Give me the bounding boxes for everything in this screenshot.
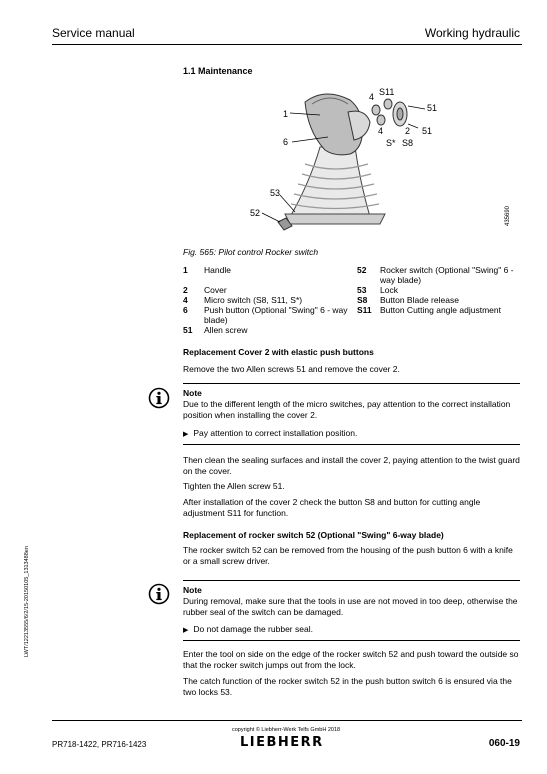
legend-num: 6 (183, 305, 188, 315)
replacement-cover-heading: Replacement Cover 2 with elastic push buttons (183, 347, 374, 357)
note1-action (183, 428, 520, 440)
fig-label-1: 1 (283, 109, 289, 119)
legend-left (183, 265, 353, 335)
legend-num: 52 (357, 265, 367, 275)
fig-label-s-star: S* (386, 138, 396, 148)
fig-label-51-top: 51 (427, 103, 438, 113)
figure (250, 82, 520, 242)
legend-num: 4 (183, 295, 188, 305)
note1-top-rule (183, 383, 520, 384)
fig-label-s11: S11 (379, 87, 395, 97)
note1-action-text: Pay attention to correct installation position. (193, 428, 358, 438)
replacement-rocker-heading: Replacement of rocker switch 52 (Optional "Swing" 6-way blade) (183, 530, 444, 540)
fig-label-51-bottom: 51 (422, 126, 433, 136)
legend-row (183, 325, 353, 335)
fig-label-s8: S8 (402, 138, 414, 148)
note1-text: Due to the different length of the micro switches, pay attention to the correct installation position when installing the cover 2. (183, 399, 511, 420)
side-margin-text: LWT/12213555/6/2/15-20150105_1313488en (24, 546, 30, 657)
section-title: 1.1 Maintenance (183, 66, 253, 76)
legend-row (183, 295, 353, 305)
footer-copyright: copyright © Liebherr-Werk Telfs GmbH 2018 (232, 727, 341, 733)
legend-row (357, 265, 521, 285)
page-number: 060-19 (488, 738, 520, 749)
fig-label-4-top: 4 (369, 92, 375, 102)
legend-num: S11 (357, 305, 372, 315)
note2-action-text: Do not damage the rubber seal. (193, 624, 313, 634)
paragraph: Enter the tool on side on the edge of the rocker switch 52 and push toward the outside so that the rocker switch jumps out from the lock. (183, 649, 519, 670)
fig-label-2: 2 (405, 126, 411, 136)
arrow-icon: ▶ (183, 627, 189, 634)
footer-rule (52, 720, 522, 721)
legend-num: S8 (357, 295, 368, 305)
legend-text: Button Blade release (380, 295, 459, 305)
legend-row (183, 285, 353, 295)
info-icon (148, 583, 170, 605)
legend-row (357, 285, 521, 295)
replacement-rocker-text: The rocker switch 52 can be removed from the housing of the push button 6 with a knife or a small screw driver. (183, 545, 513, 566)
note2-top-rule (183, 580, 520, 581)
fig-label-6: 6 (283, 137, 289, 147)
figure-id: 435690 (505, 205, 511, 226)
fig-label-52: 52 (250, 208, 261, 218)
replacement-cover-text: Remove the two Allen screws 51 and remove the cover 2. (183, 364, 400, 374)
header-right: Working hydraulic (424, 26, 520, 40)
header-rule (52, 44, 522, 45)
header-left: Service manual (52, 26, 135, 40)
note2-text: During removal, make sure that the tools in use are not moved in too deep, otherwise the rubber seal of the switch can be damaged. (183, 596, 518, 617)
legend-text: Rocker switch (Optional "Swing" 6 - way blade) (380, 265, 514, 285)
legend-text: Button Cutting angle adjustment (380, 305, 501, 315)
legend-row (357, 305, 521, 315)
legend-text: Push button (Optional "Swing" 6 - way blade) (204, 305, 348, 325)
legend-text: Micro switch (S8, S11, S*) (204, 295, 303, 305)
note2-title: Note (183, 585, 202, 595)
legend-num: 2 (183, 285, 188, 295)
note1-bottom-rule (183, 444, 520, 445)
paragraph: After installation of the cover 2 check the button S8 and button for cutting angle adjustment S11 for function. (183, 497, 481, 518)
legend-num: 53 (357, 285, 367, 295)
legend-text: Allen screw (204, 325, 248, 335)
pilot-control-illustration (250, 82, 520, 242)
liebherr-logo: LIEBHERR (240, 735, 324, 750)
note2-action (183, 624, 520, 636)
paragraph: Then clean the sealing surfaces and install the cover 2, paying attention to the twist guard on the cover. (183, 455, 520, 476)
info-icon (148, 387, 170, 409)
fig-label-4-bottom: 4 (378, 126, 384, 136)
paragraph: Tighten the Allen screw 51. (183, 481, 285, 491)
legend-text: Lock (380, 285, 398, 295)
legend-num: 1 (183, 265, 188, 275)
note1-title: Note (183, 388, 202, 398)
legend-row (357, 295, 521, 305)
figure-caption: Fig. 565: Pilot control Rocker switch (183, 247, 319, 257)
arrow-icon: ▶ (183, 431, 189, 438)
legend-row (183, 265, 353, 285)
legend-text: Handle (204, 265, 231, 275)
legend-right (357, 265, 521, 315)
paragraph: The catch function of the rocker switch 52 in the push button switch 6 is ensured via the two locks 53. (183, 676, 512, 697)
legend-num: 51 (183, 325, 193, 335)
fig-label-53: 53 (270, 188, 281, 198)
legend-text: Cover (204, 285, 227, 295)
legend-row (183, 305, 353, 325)
note2-bottom-rule (183, 640, 520, 641)
footer-left: PR718-1422, PR716-1423 (52, 740, 147, 749)
